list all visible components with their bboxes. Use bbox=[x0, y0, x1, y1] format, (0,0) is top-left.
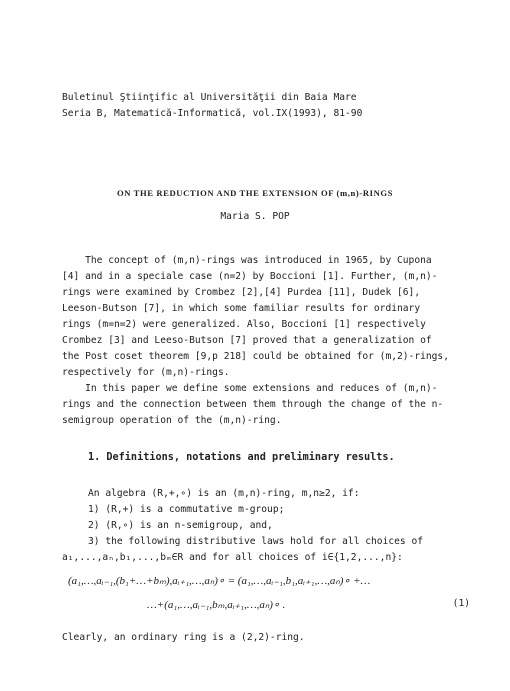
paragraph-line: semigroup operation of the (m,n)-ring. bbox=[62, 415, 282, 426]
distributive-law-formula-2: …+(a₁,…,aᵢ₋₁,bₘ,aᵢ₊₁,…,aₙ)∘ . bbox=[147, 599, 286, 611]
journal-header-line-1: Buletinul Ştiinţific al Universităţii din Baia Mare bbox=[62, 92, 357, 103]
paragraph-line: the Post coset theorem [9,p 218] could be obtained for (m,2)-rings, bbox=[62, 351, 449, 362]
paragraph-line: In this paper we define some extensions and reduces of (m,n)- bbox=[62, 383, 438, 394]
definition-line: 1) (R,+) is a commutative m-group; bbox=[88, 504, 285, 515]
closing-line: Clearly, an ordinary ring is a (2,2)-ring. bbox=[62, 632, 305, 643]
paragraph-line: respectively for (m,n)-rings. bbox=[62, 367, 230, 378]
paragraph-line: Leeson-Butson [7], in which some familiar results for ordinary bbox=[62, 303, 421, 314]
equation-number: (1) bbox=[452, 598, 470, 609]
paper-author: Maria S. POP bbox=[220, 211, 290, 222]
paper-title: ON THE REDUCTION AND THE EXTENSION OF (m,n)-RINGS bbox=[116, 188, 394, 198]
journal-header-line-2: Seria B, Matematică-Informatică, vol.IX(1993), 81-90 bbox=[62, 108, 363, 119]
paragraph-line: rings were examined by Crombez [2],[4] Purdea [11], Dudek [6], bbox=[62, 287, 421, 298]
paragraph-line: rings (m=n=2) were generalized. Also, Boccioni [1] respectively bbox=[62, 319, 426, 330]
definition-line: 2) (R,∘) is an n-semigroup, and, bbox=[88, 520, 273, 531]
paragraph-line: Crombez [3] and Leeso-Butson [7] proved that a generalization of bbox=[62, 335, 432, 346]
paragraph-line: rings and the connection between them through the change of the n- bbox=[62, 399, 444, 410]
section-heading: 1. Definitions, notations and preliminary results. bbox=[88, 452, 395, 463]
definition-line: An algebra (R,+,∘) is an (m,n)-ring, m,n≥2, if: bbox=[88, 488, 360, 499]
definition-line: 3) the following distributive laws hold for all choices of bbox=[88, 536, 424, 547]
paragraph-line: The concept of (m,n)-rings was introduced in 1965, by Cupona bbox=[62, 255, 432, 266]
distributive-law-formula-1: (a₁,…,aᵢ₋₁,(b₁+…+bₘ),aᵢ₊₁,…,aₙ)∘ = (a₁,…,aᵢ₋₁,b₁,aᵢ₊₁,…,aₙ)∘ +… bbox=[68, 575, 371, 587]
definition-line: a₁,...,aₙ,b₁,...,bₘ∈R and for all choices of i∈{1,2,...,n}: bbox=[62, 552, 403, 563]
paragraph-line: [4] and in a speciale case (n=2) by Boccioni [1]. Further, (m,n)- bbox=[62, 271, 438, 282]
